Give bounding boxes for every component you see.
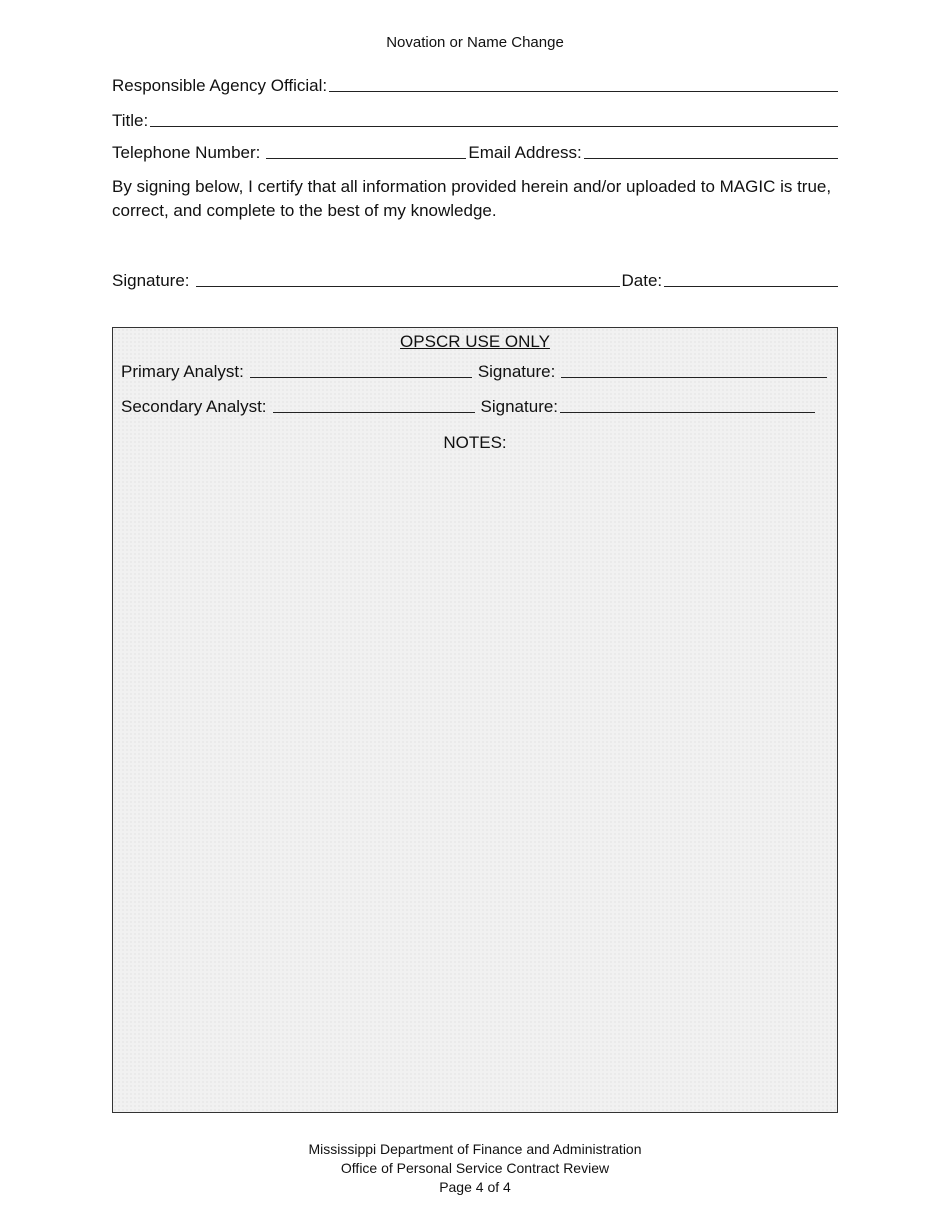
primary-analyst-input-line[interactable] [250, 377, 472, 378]
notes-label: NOTES: [443, 433, 507, 452]
primary-analyst-row [121, 362, 827, 382]
signature-input-line[interactable] [196, 286, 620, 287]
phone-input-line[interactable] [266, 158, 466, 159]
page-header: Novation or Name Change [386, 34, 564, 51]
primary-signature-label: Signature: [477, 362, 556, 381]
signature-label: Signature: [112, 271, 190, 290]
date-label: Date: [621, 271, 663, 290]
page-footer [0, 1140, 950, 1197]
official-input-line[interactable] [329, 91, 838, 92]
footer-page-number: Page 4 of 4 [439, 1179, 511, 1195]
email-input-line[interactable] [584, 158, 838, 159]
secondary-analyst-label: Secondary Analyst: [121, 397, 267, 416]
title-label: Title: [112, 111, 149, 130]
footer-office: Office of Personal Service Contract Review [340, 1160, 610, 1176]
contact-row [112, 143, 838, 163]
phone-label: Telephone Number: [112, 143, 261, 162]
opscr-title: OPSCR USE ONLY [400, 332, 550, 351]
footer-department: Mississippi Department of Finance and Administration [308, 1141, 642, 1157]
secondary-signature-label: Signature: [480, 397, 559, 416]
title-row [112, 111, 838, 131]
secondary-signature-input-line[interactable] [560, 412, 815, 413]
secondary-analyst-input-line[interactable] [273, 412, 475, 413]
opscr-box [112, 327, 838, 1113]
signature-row [112, 271, 838, 291]
primary-analyst-label: Primary Analyst: [121, 362, 244, 381]
primary-signature-input-line[interactable] [561, 377, 827, 378]
certification-text: By signing below, I certify that all information provided herein and/or uploaded to MAGIC is true, correct, and complete to the best of my knowledge. [112, 177, 832, 220]
date-input-line[interactable] [664, 286, 838, 287]
official-row [112, 76, 838, 96]
official-label: Responsible Agency Official: [112, 76, 328, 95]
title-input-line[interactable] [150, 126, 838, 127]
secondary-analyst-row [121, 397, 827, 417]
email-label: Email Address: [468, 143, 582, 162]
